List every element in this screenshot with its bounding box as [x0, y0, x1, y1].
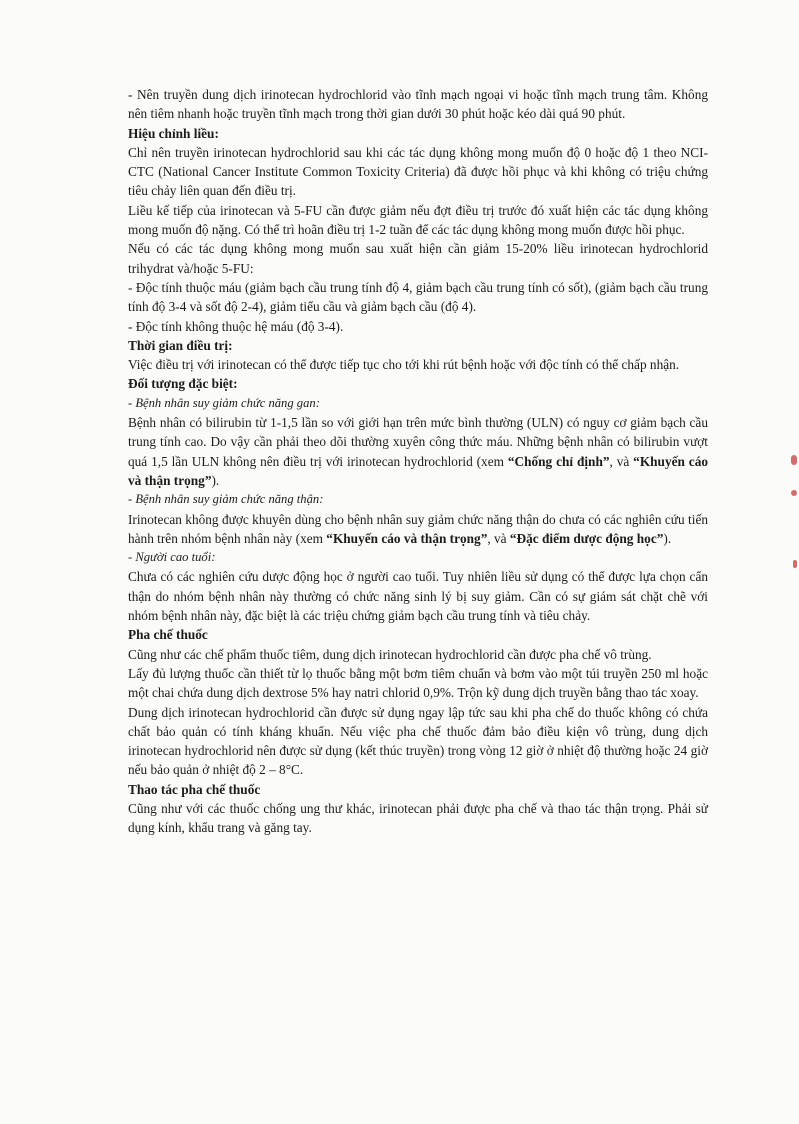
paragraph-elderly: Chưa có các nghiên cứu dược động học ở người cao tuổi. Tuy nhiên liều sử dụng có thể được lựa chọn cẩn thận do nhóm bệnh nhân này thường có chức năng sinh lý bị suy giảm. Cần có sự giám sát chặt chẽ với nhóm bệnh nhân này, đặc biệt là các triệu chứng giảm bạch cầu trung tính và tiêu chảy. — [128, 569, 708, 624]
paragraph-dose-reduction: Nếu có các tác dụng không mong muốn sau xuất hiện cần giảm 15-20% liều irinotecan hydrochlorid trihydrat và/hoặc 5-FU: — [128, 241, 708, 276]
scan-mark — [791, 455, 797, 465]
heading-treatment-duration: Thời gian điều trị: — [128, 337, 233, 353]
ref-contraindications: “Chống chỉ định” — [507, 453, 610, 469]
paragraph-hematologic-toxicity: - Độc tính thuộc máu (giảm bạch cầu trung tính độ 4, giảm bạch cầu trung tính có sốt), (giảm bạch cầu trung tính độ 3-4 và sốt độ 2-4), giảm tiểu cầu và giảm bạch cầu (độ 4). — [128, 279, 708, 315]
paragraph-next-dose: Liều kế tiếp của irinotecan và 5-FU cần được giảm nếu đợt điều trị trước đó xuất hiện các tác dụng không mong muốn độ nặng. Có thể trì hoãn điều trị 1-2 tuần để các tác dụng không mong muốn được hồi phục. — [128, 202, 708, 238]
heading-dose-adjustment: Hiệu chỉnh liều: — [128, 125, 219, 141]
hepatic-text: Bệnh nhân có bilirubin từ 1-1,5 lần so với giới hạn trên mức bình thường (ULN) có nguy cơ giảm bạch cầu trung tính cao. Do vậy cần phải theo dõi thường xuyên công thức máu. Những bệnh nhân có bilirubin vượt quá 1,5 lần ULN không nên điều trị với irinotecan hydrochlorid (xem — [128, 415, 708, 469]
ref-warnings-renal: “Khuyến cáo và thận trọng” — [326, 530, 488, 546]
renal-text: Irinotecan không được khuyên dùng cho bệnh nhân suy giảm chức năng thận do chưa có các nghiên cứu tiến hành trên nhóm bệnh nhân này (xem — [128, 511, 708, 546]
heading-handling: Thao tác pha chế thuốc — [128, 781, 261, 797]
hepatic-mid: , và — [609, 453, 634, 469]
paragraph-preparation-dilution: Lấy đủ lượng thuốc cần thiết từ lọ thuốc bằng một bơm tiêm chuẩn và bơm vào một túi truyền 250 ml hoặc một chai chứa dung dịch dextrose 5% hay natri chlorid 0,9%. Trộn kỹ dung dịch truyền bằng thao tác xoay. — [128, 665, 708, 701]
paragraph-handling: Cũng như với các thuốc chống ung thư khác, irinotecan phải được pha chế và thao tác thận trọng. Phải sử dụng kính, khẩu trang và găng tay. — [128, 800, 708, 836]
paragraph-preparation-aseptic: Cũng như các chế phẩm thuốc tiêm, dung dịch irinotecan hydrochlorid cần được pha chế vô trùng. — [128, 646, 652, 662]
paragraph-infusion-route: - Nên truyền dung dịch irinotecan hydrochlorid vào tĩnh mạch ngoại vi hoặc tĩnh mạch trung tâm. Không nên tiêm nhanh hoặc truyền tĩnh mạch trong thời gian dưới 30 phút hoặc kéo dài quá 90 phút. — [128, 87, 708, 122]
subheading-hepatic: - Bệnh nhân suy giảm chức năng gan: — [128, 395, 320, 410]
paragraph-hepatic — [128, 413, 708, 490]
paragraph-preparation-stability: Dung dịch irinotecan hydrochlorid cần được sử dụng ngay lập tức sau khi pha chế do thuốc không có chứa chất bảo quản có tính kháng khuẩn. Nếu việc pha chế thuốc đảm bảo điều kiện vô trùng, dung dịch irinotecan hydrochlorid nên được sử dụng (kết thúc truyền) trong vòng 12 giờ ở nhiệt độ thường hoặc 24 giờ nếu bảo quản ở nhiệt độ 2 – 8°C. — [128, 704, 708, 778]
renal-mid: , và — [487, 530, 510, 546]
paragraph-nonhematologic-toxicity: - Độc tính không thuộc hệ máu (độ 3-4). — [128, 318, 344, 334]
paragraph-treatment-duration: Việc điều trị với irinotecan có thể được tiếp tục cho tới khi rút bệnh hoặc với độc tính có thể chấp nhận. — [128, 357, 680, 373]
heading-special-populations: Đối tượng đặc biệt: — [128, 376, 238, 392]
renal-end: ). — [663, 530, 672, 546]
hepatic-end: ). — [211, 472, 220, 488]
subheading-renal: - Bệnh nhân suy giảm chức năng thận: — [128, 492, 324, 507]
document-body — [128, 85, 708, 838]
heading-preparation: Pha chế thuốc — [128, 627, 208, 643]
scan-mark — [793, 560, 797, 568]
ref-warnings: “Khuyến cáo và thận trọng” — [128, 453, 708, 488]
paragraph-dose-criteria: Chỉ nên truyền irinotecan hydrochlorid sau khi các tác dụng không mong muốn độ 0 hoặc độ 1 theo NCI-CTC (National Cancer Institute Common Toxicity Criteria) đã được hồi phục và khi không có triệu chứng tiêu chảy liên quan đến điều trị. — [128, 144, 708, 199]
paragraph-renal — [128, 510, 708, 549]
scan-mark — [791, 490, 797, 496]
subheading-elderly: - Người cao tuổi: — [128, 550, 216, 565]
ref-pharmacokinetics: “Đặc điểm dược động học” — [509, 530, 664, 546]
